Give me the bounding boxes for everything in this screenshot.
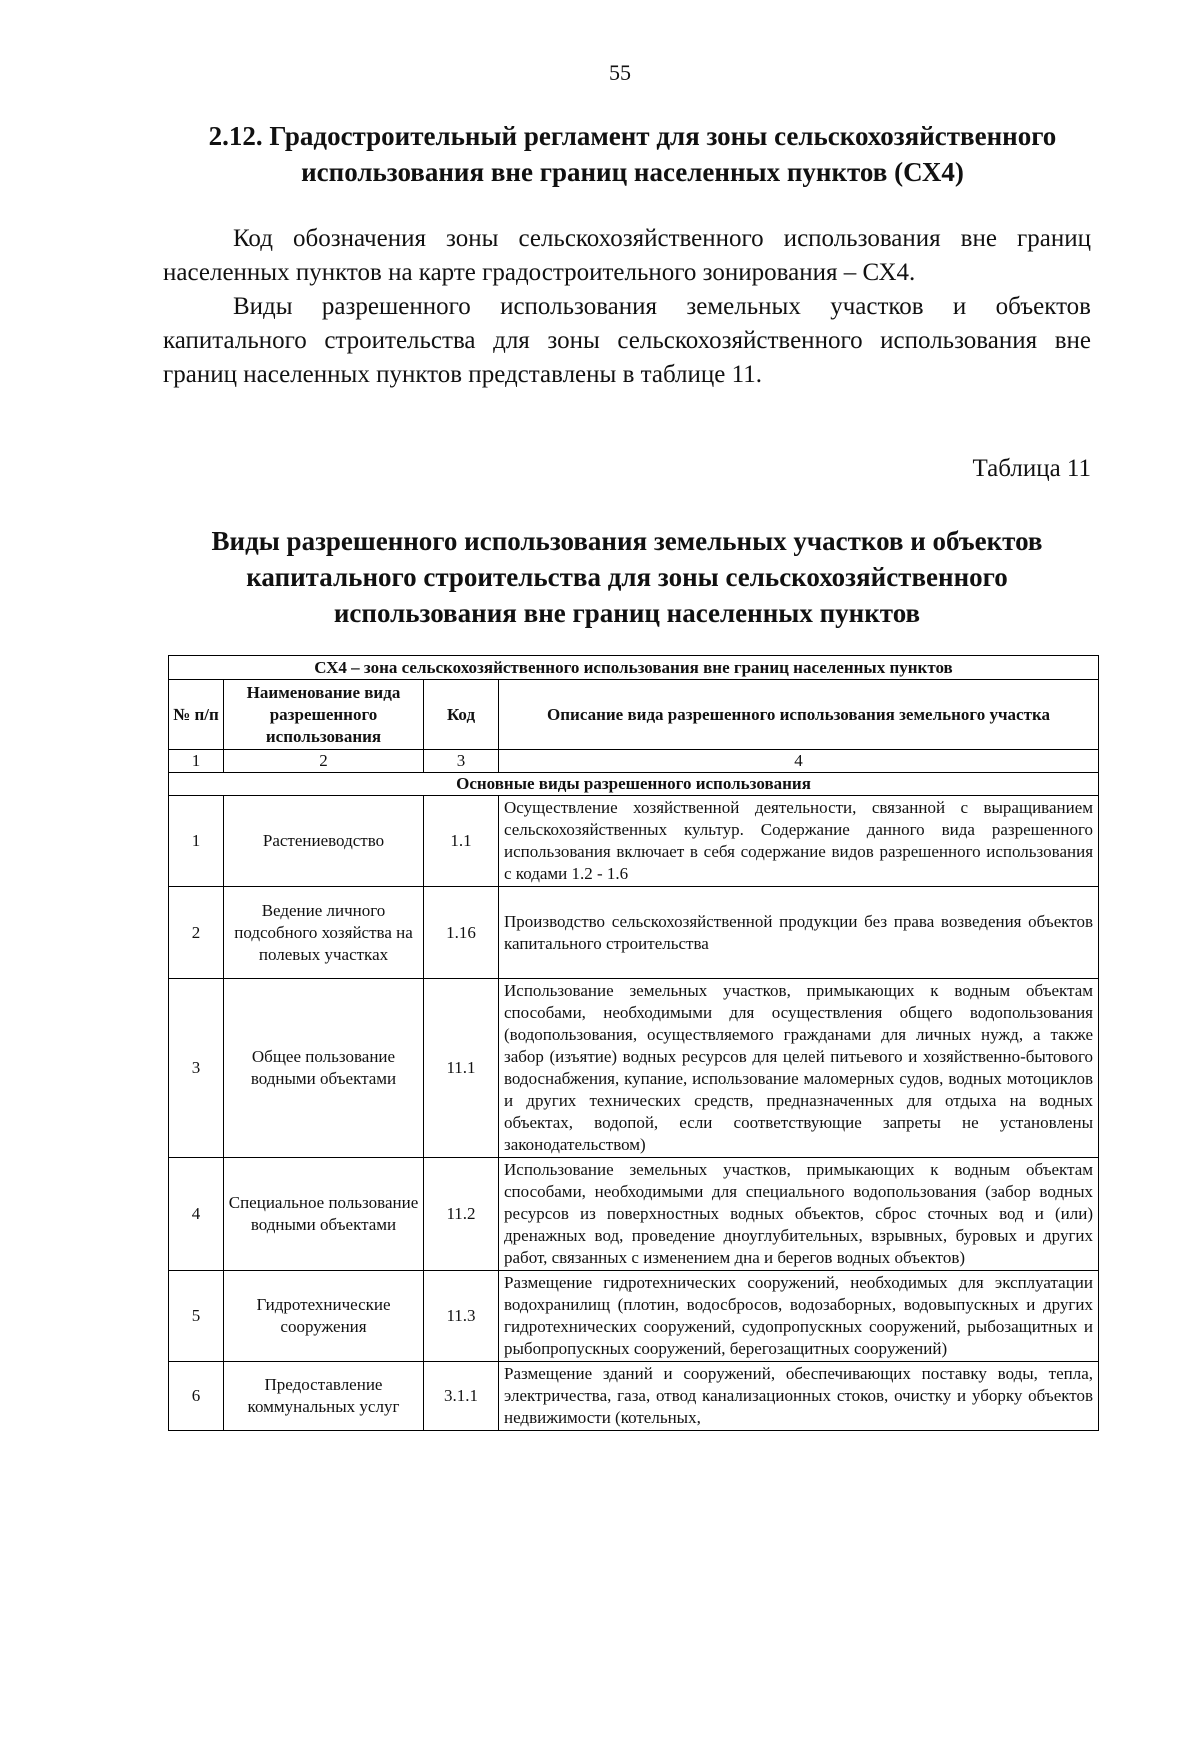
row-name: Растениеводство [224,796,424,887]
land-use-table [168,655,1098,1431]
row-code: 11.2 [424,1158,499,1271]
row-name: Специальное пользование водными объектами [224,1158,424,1271]
row-number: 1 [169,796,224,887]
table-row [169,979,1099,1158]
row-name: Ведение личного подсобного хозяйства на полевых участках [224,887,424,979]
row-name: Гидротехнические сооружения [224,1271,424,1362]
column-number: 4 [499,750,1099,773]
row-number: 4 [169,1158,224,1271]
column-number: 1 [169,750,224,773]
row-name: Общее пользование водными объектами [224,979,424,1158]
column-number: 3 [424,750,499,773]
table-row [169,796,1099,887]
row-code: 11.3 [424,1271,499,1362]
page-number: 55 [609,60,631,85]
row-number: 3 [169,979,224,1158]
row-code: 11.1 [424,979,499,1158]
row-description: Производство сельскохозяйственной продукции без права возведения объектов капитального строительства [499,887,1099,979]
table-number: Таблица 11 [972,455,1091,482]
row-description: Использование земельных участков, примыкающих к водным объектам способами, необходимыми для осуществления общего водопользования (водопользования, осуществляемого гражданами для личных нужд, а также забор (изъятие) водных ресурсов для целей питьевого и хозяйственно-бытового водоснабжения, купание, использование маломерных судов, водных мотоциклов и других технических средств, предназначенных для отдыха на водных объектах, водопой, если соответствующие запреты не установлены законодательством) [499,979,1099,1158]
column-header-name: Наименование вида разрешенного использования [224,680,424,750]
row-name: Предоставление коммунальных услуг [224,1362,424,1431]
column-header-number: № п/п [169,680,224,750]
row-description: Размещение гидротехнических сооружений, необходимых для эксплуатации водохранилищ (плотин, водосбросов, водозаборных, водовыпускных и других гидротехнических сооружений, судопропускных сооружений, рыбозащитных и рыбопропускных сооружений, берегозащитных сооружений) [499,1271,1099,1362]
table-row [169,887,1099,979]
row-description: Осуществление хозяйственной деятельности, связанной с выращиванием сельскохозяйственных культур. Содержание данного вида разрешенного использования включает в себя содержание видов разрешенного использования с кодами 1.2 - 1.6 [499,796,1099,887]
group-header: Основные виды разрешенного использования [169,773,1099,796]
table-title: Виды разрешенного использования земельных участков и объектов капитального строительства для зоны сельскохозяйственного использования вне границ населенных пунктов [211,526,1043,628]
intro-text [163,222,1091,392]
column-header-code: Код [424,680,499,750]
column-number: 2 [224,750,424,773]
paragraph-table-reference: Виды разрешенного использования земельных участков и объектов капитального строительства для зоны сельскохозяйственного использования вне границ населенных пунктов представлены в таблице 11. [163,293,1091,388]
table-row [169,1362,1099,1431]
row-description: Размещение зданий и сооружений, обеспечивающих поставку воды, тепла, электричества, газа, отвод канализационных стоков, очистку и уборку объектов недвижимости (котельных, [499,1362,1099,1431]
zone-header: СХ4 – зона сельскохозяйственного использования вне границ населенных пунктов [169,656,1099,680]
section-title: 2.12. Градостроительный регламент для зоны сельскохозяйственного использования вне границ населенных пунктов (СХ4) [208,121,1057,187]
row-code: 1.16 [424,887,499,979]
row-number: 6 [169,1362,224,1431]
row-code: 1.1 [424,796,499,887]
column-header-description: Описание вида разрешенного использования земельного участка [499,680,1099,750]
row-number: 5 [169,1271,224,1362]
row-number: 2 [169,887,224,979]
table-row [169,1158,1099,1271]
paragraph-zone-code: Код обозначения зоны сельскохозяйственного использования вне границ населенных пунктов на карте градостроительного зонирования – СХ4. [163,225,1091,286]
row-description: Использование земельных участков, примыкающих к водным объектам способами, необходимыми для специального водопользования (забор водных ресурсов из поверхностных водных объектов, сброс сточных вод и (или) дренажных вод, проведение дноуглубительных, взрывных, буровых и других работ, связанных с изменением дна и берегов водных объектов) [499,1158,1099,1271]
row-code: 3.1.1 [424,1362,499,1431]
table-row [169,1271,1099,1362]
